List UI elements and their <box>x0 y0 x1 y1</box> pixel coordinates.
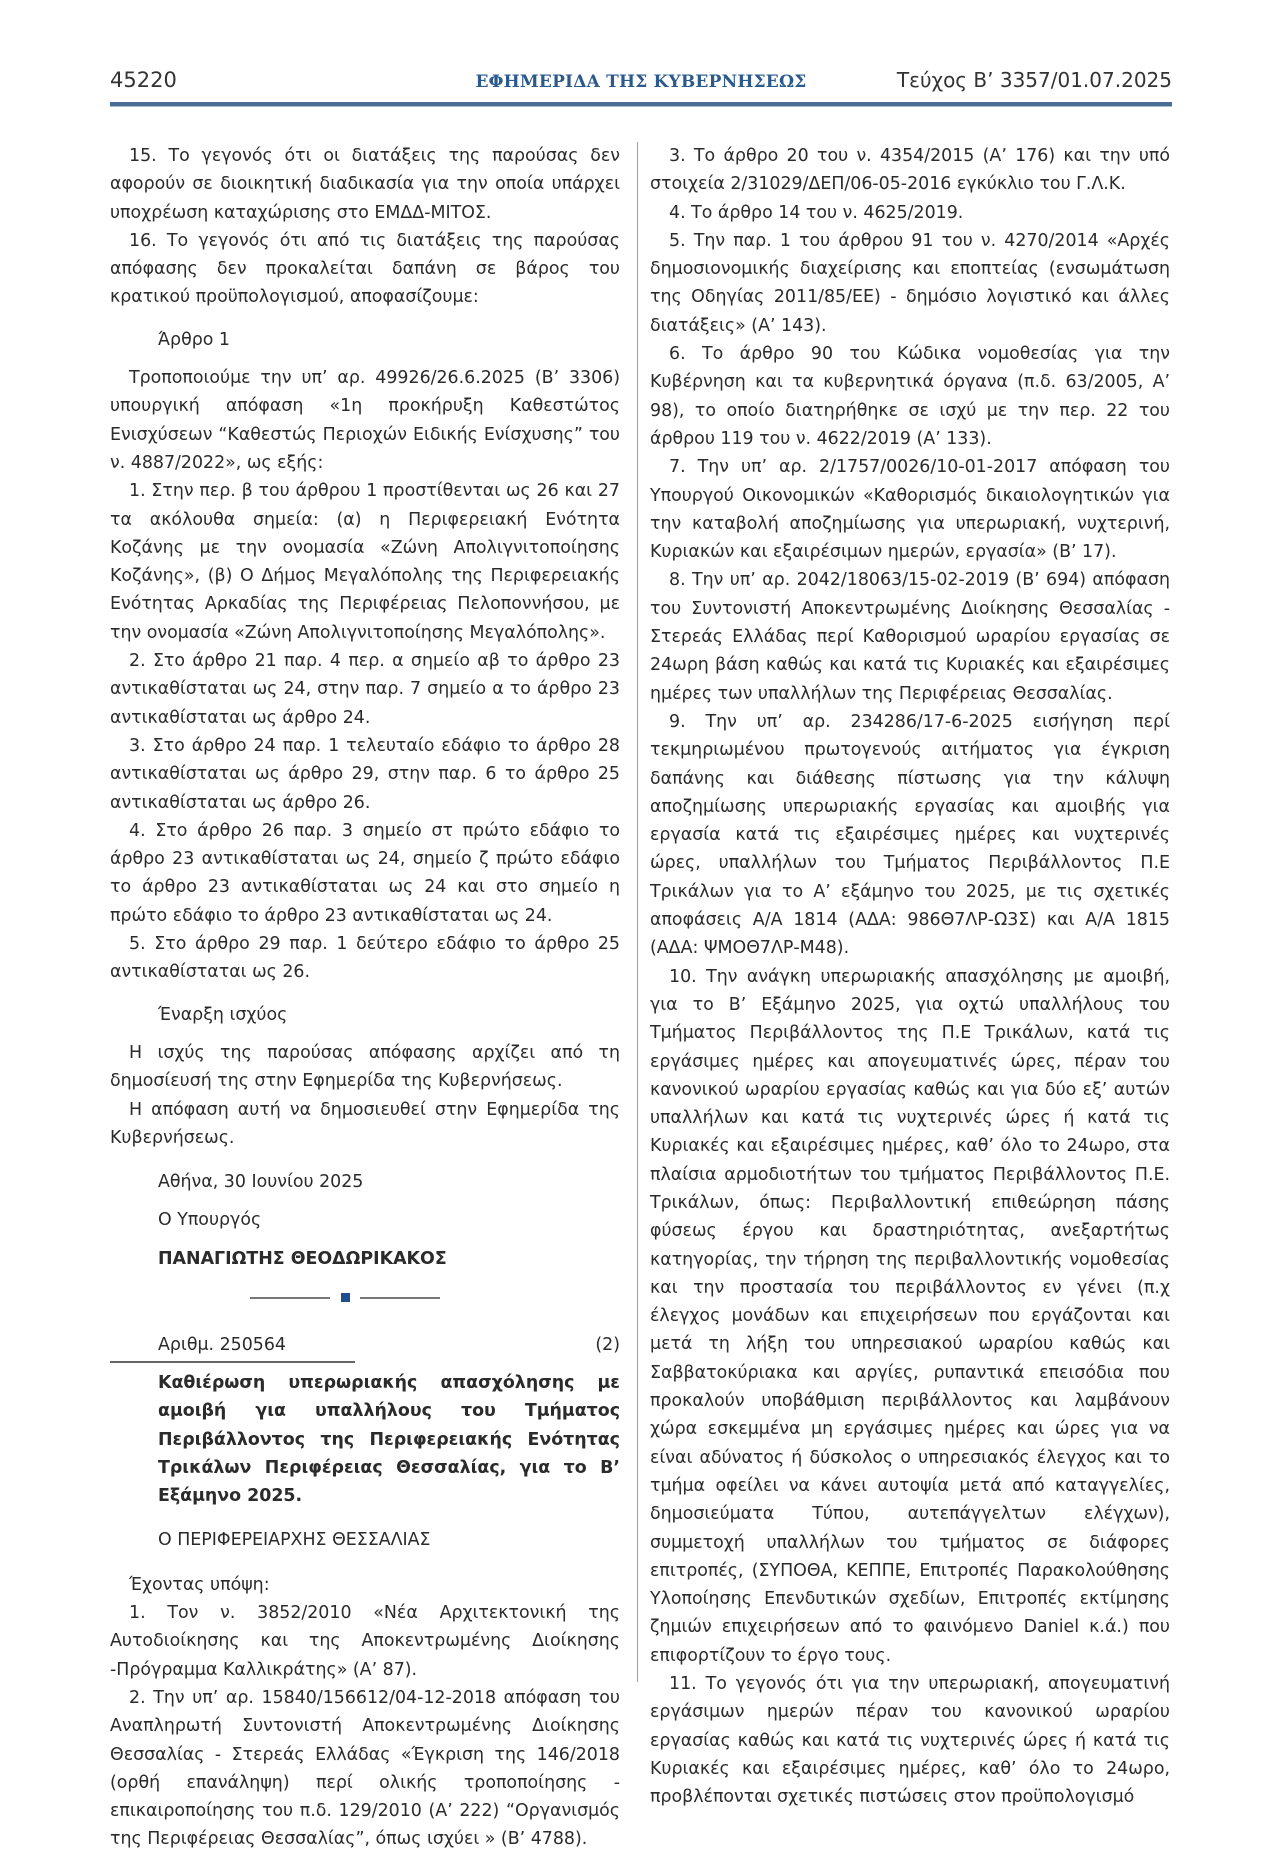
regard-item: 10. Την ανάγκη υπερωριακής απασχόλησης με αμοιβή, για το Β’ Εξάμηνο 2025, για οχτώ υπαλλήλους του Τμήματος Περιβάλλοντος της Π.Ε Τρικάλων, κατά τις εργάσιμες ημέρες και απογευματινές ώρες, πέραν του κανονικού ωραρίου εργασίας καθώς και για δύο εξ’ αυτών υπαλλήλων και κατά τις νυχτερινές ώρες ή κατά τις Κυριακές και εξαιρέσιμες ημέρες, καθ’ όλο το 24ωρο, στα πλαίσια αρμοδιοτήτων του τμήματος Περιβάλλοντος Π.Ε. Τρικάλων, όπως: Περιβαλλοντική επιθεώρηση πάσης φύσεως έργου και δραστηριότητας, ανεξαρτήτως κατηγορίας, την τήρηση της περιβαλλοντικής νομοθεσίας και την προστασία του περιβάλλοντος εν γένει (π.χ έλεγχος μονάδων και επιχειρήσεων που εργάζονται και μετά τη λήξη του υπηρεσιακού ωραρίου καθώς και Σαββατοκύριακα και αργίες, ρυπαντικά επεισόδια που προκαλούν υποβάθμιση περιβάλλοντος και λαμβάνουν χώρα εσκεμμένα μη εργάσιμες ημέρες και ώρες για να είναι αδύνατος ή δύσκολος ο υπηρεσιακός έλεγχος και το τμήμα οφείλει να κάνει αυτοψία μετά από καταγγελίες, δημοσιεύματα Τύπου, αυτεπάγγελτων ελέγχων), συμμετοχή υπαλλήλων του τμήματος σε διάφορες επιτροπές, (ΣΥΠΟΘΑ, ΚΕΠΠΕ, Επιτροπές Παρακολούθησης Υλοποίησης Επενδυτικών σχεδίων, Επιτροπές εκτίμησης ζημιών επιχειρήσεων από το φαινόμενο Daniel κ.ά.) που επιφορτίζουν το έργο τους. <box>650 966 1170 1666</box>
consideration-15: 15. Το γεγονός ότι οι διατάξεις της παρούσας δεν αφορούν σε διοικητική διαδικασία για την οποία υπάρχει υποχρέωση καταχώρισης στο ΕΜΔΔ-ΜΙΤΟΣ. <box>110 146 620 223</box>
having-regard: Έχοντας υπόψη: <box>129 1574 270 1595</box>
regard-item: 6. Το άρθρο 90 του Κώδικα νομοθεσίας για την Κυβέρνηση και τα κυβερνητικά όργανα (π.δ. 63/2005, Α’ 98), το οποίο διατηρήθηκε σε ισχύ με την περ. 22 του άρθρου 119 του ν. 4622/2019 (Α’ 133). <box>650 344 1170 449</box>
regard-item: 4. Το άρθρο 14 του ν. 4625/2019. <box>669 202 964 223</box>
decision-rule <box>110 1361 355 1363</box>
gazette-title: ΕΦΗΜΕΡΙΔΑ ΤΗΣ ΚΥΒΕΡΝΗΣΕΩΣ <box>475 72 807 92</box>
decision-title: Καθιέρωση υπερωριακής απασχόλησης με αμοιβή για υπαλλήλους του Τμήματος Περιβάλλοντος της Περιφερειακής Ενότητας Τρικάλων Περιφέρειας Θεσσαλίας, για το Β’ Εξάμηνο 2025. <box>158 1372 620 1507</box>
article-1-item: 3. Στο άρθρο 24 παρ. 1 τελευταίο εδάφιο το άρθρο 28 αντικαθίσταται ως άρθρο 29, στην παρ. 6 το άρθρο 25 αντικαθίσταται ως άρθρο 26. <box>110 735 620 813</box>
header-rule <box>110 102 1172 107</box>
regard-item: 5. Την παρ. 1 του άρθρου 91 του ν. 4270/2014 «Αρχές δημοσιονομικής διαχείρισης και εποπτείας (ενσωμάτωση της Οδηγίας 2011/85/ΕΕ) - δημόσιο λογιστικό και άλλες διατάξεις» (Α’ 143). <box>650 230 1170 336</box>
left-column <box>110 142 620 1854</box>
signatory-name: ΠΑΝΑΓΙΩΤΗΣ ΘΕΟΔΩΡΙΚΑΚΟΣ <box>158 1248 447 1269</box>
article-1-item: 1. Στην περ. β του άρθρου 1 προστίθενται ως 26 και 27 τα ακόλουθα σημεία: (α) η Περιφερειακή Ενότητα Κοζάνης με την ονομασία «Ζώνη Απολιγνιτοποίησης Κοζάνης», (β) Ο Δήμος Μεγαλόπολης της Περιφερειακής Ενότητας Αρκαδίας της Περιφέρειας Πελοποννήσου, με την ονομασία «Ζώνη Απολιγνιτοποίησης Μεγαλόπολης». <box>110 481 620 643</box>
issuing-authority: Ο ΠΕΡΙΦΕΡΕΙΑΡΧΗΣ ΘΕΣΣΑΛΙΑΣ <box>158 1530 431 1551</box>
page-header <box>110 68 1172 104</box>
section-separator <box>110 1277 620 1321</box>
regard-item: 9. Την υπ’ αρ. 234286/17-6-2025 εισήγηση περί τεκμηριωμένου πρωτογενούς αιτήματος για έγκριση δαπάνης και διάθεσης πίστωσης για την κάλυψη αποζημίωσης υπερωριακής εργασίας και αμοιβής για εργασία κατά τις εξαιρέσιμες ημέρες και νυχτερινές ώρες, υπαλλήλων του Τμήματος Περιβάλλοντος Π.Ε Τρικάλων για το Α’ εξάμηνο του 2025, με τις σχετικές αποφάσεις Α/Α 1814 (ΑΔΑ: 986Θ7ΛΡ-Ω3Σ) και Α/Α 1815 (ΑΔΑ: ΨΜΟΘ7ΛΡ-Μ48). <box>650 711 1170 959</box>
article-1-item: 2. Στο άρθρο 21 παρ. 4 περ. α σημείο αβ το άρθρο 23 αντικαθίσταται ως 24, στην παρ. 7 σημείο α το άρθρο 23 αντικαθίσταται ως άρθρο 24. <box>110 651 620 728</box>
separator-line <box>360 1297 440 1299</box>
regard-item: 3. Το άρθρο 20 του ν. 4354/2015 (Α’ 176) και την υπό στοιχεία 2/31029/ΔΕΠ/06-05-2016 εγκύκλιο του Γ.Λ.Κ. <box>650 146 1170 195</box>
publication-order: Η απόφαση αυτή να δημοσιευθεί στην Εφημερίδα της Κυβερνήσεως. <box>110 1099 620 1148</box>
column-divider <box>637 142 638 1682</box>
signature-place-date: Αθήνα, 30 Ιουνίου 2025 <box>158 1172 364 1193</box>
regard-item: 2. Την υπ’ αρ. 15840/156612/04-12-2018 απόφαση του Αναπληρωτή Συντονιστή Αποκεντρωμένης Διοίκησης Θεσσαλίας - Στερεάς Ελλάδας «Έγκριση της 146/2018 (ορθή επανάληψη) περί ολικής τροποποίησης - επικαιροποίησης του π.δ. 129/2010 (Α’ 222) “Οργανισμός της Περιφέρειας Θεσσαλίας”, όπως ισχύει » (Β’ 4788). <box>110 1687 620 1850</box>
regard-item: 1. Τον ν. 3852/2010 «Νέα Αρχιτεκτονική της Αυτοδιοίκησης και της Αποκεντρωμένης Διοίκησης -Πρόγραμμα Καλλικράτης» (Α’ 87). <box>110 1603 620 1680</box>
decision-sequence: (2) <box>595 1334 620 1355</box>
regard-item: 8. Την υπ’ αρ. 2042/18063/15-02-2019 (Β’ 694) απόφαση του Συντονιστή Αποκεντρωμένης Διοίκησης Θεσσαλίας - Στερεάς Ελλάδας περί Καθορισμού ωραρίου εργασίας σε 24ωρη βάση καθώς και κατά τις Κυριακές και εξαιρέσιμες ημέρες των υπαλλήλων της Περιφέρειας Θεσσαλίας. <box>650 570 1170 704</box>
right-column <box>650 142 1170 1812</box>
entry-into-force-text: Η ισχύς της παρούσας απόφασης αρχίζει από τη δημοσίευσή της στην Εφημερίδα της Κυβερνήσεως. <box>110 1042 620 1092</box>
page-number: 45220 <box>110 68 177 92</box>
regard-item: 7. Την υπ’ αρ. 2/1757/0026/10-01-2017 απόφαση του Υπουργού Οικονομικών «Καθορισμός δικαιολογητικών για την καταβολή αποζημίωσης για υπερωριακή, νυχτερινή, Κυριακών και εξαιρέσιμων ημερών, εργασία» (Β’ 17). <box>650 457 1170 563</box>
entry-into-force-heading: Έναρξη ισχύος <box>158 1004 288 1025</box>
decision-number: Αριθμ. 250564 <box>158 1334 286 1355</box>
issue-info: Τεύχος Β’ 3357/01.07.2025 <box>896 68 1172 92</box>
consideration-16: 16. Το γεγονός ότι από τις διατάξεις της παρούσας απόφασης δεν προκαλείται δαπάνη σε βάρος του κρατικού προϋπολογισμού, αποφασίζουμε: <box>110 230 620 308</box>
article-1-intro: Τροποποιούμε την υπ’ αρ. 49926/26.6.2025 (Β’ 3306) υπουργική απόφαση «1η προκήρυξη Καθεστώτος Ενισχύσεων “Καθεστώς Περιοχών Ειδικής Ενίσχυσης” του ν. 4887/2022», ως εξής: <box>110 368 620 473</box>
regard-item: 11. Το γεγονός ότι για την υπερωριακή, απογευματινή εργάσιμων ημερών πέραν του κανονικού ωραρίου εργασίας καθώς και κατά τις νυχτερινές ώρες ή κατά τις Κυριακές και εξαιρέσιμες ημέρες, καθ’ όλο το 24ωρο, προβλέπονται σχετικές πιστώσεις στον προϋπολογισμό <box>650 1674 1170 1808</box>
decision-number-row <box>110 1331 620 1361</box>
article-1-heading: Άρθρο 1 <box>158 329 230 350</box>
separator-square-icon <box>341 1293 350 1302</box>
signature-role: Ο Υπουργός <box>158 1210 262 1231</box>
separator-line <box>250 1297 330 1299</box>
article-1-item: 5. Στο άρθρο 29 παρ. 1 δεύτερο εδάφιο το άρθρο 25 αντικαθίσταται ως 26. <box>110 934 620 983</box>
article-1-item: 4. Στο άρθρο 26 παρ. 3 σημείο στ πρώτο εδάφιο το άρθρο 23 αντικαθίσταται ως 24, σημείο ζ πρώτο εδάφιο το άρθρο 23 αντικαθίσταται ως 24 και στο σημείο η πρώτο εδάφιο το άρθρο 23 αντικαθίσταται ως 24. <box>110 820 620 926</box>
